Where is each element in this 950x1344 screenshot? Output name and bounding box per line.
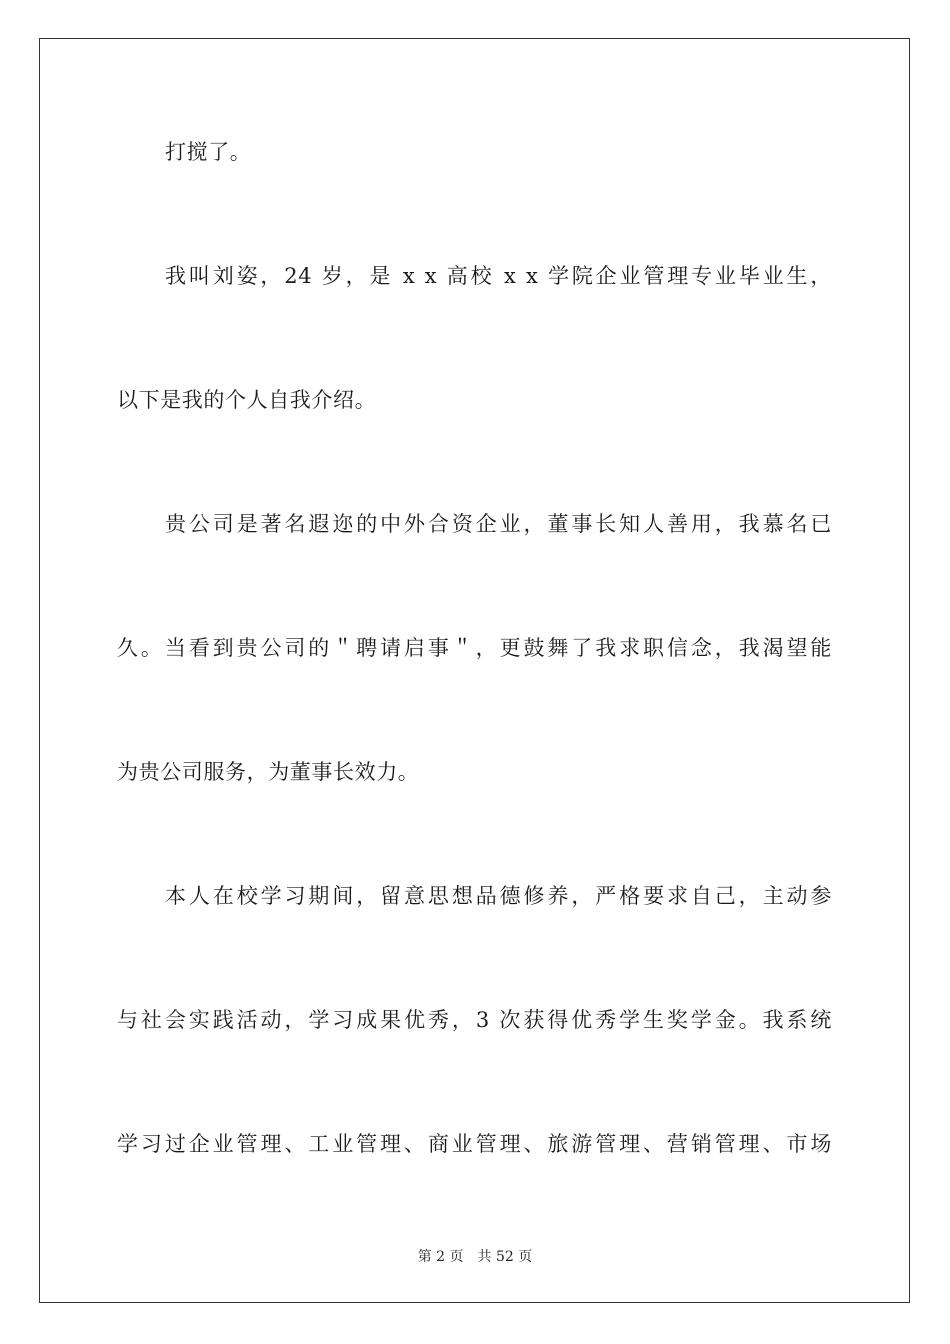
- page-number-current: 第 2 页: [417, 1249, 464, 1265]
- text-line-1: 打搅了。: [165, 140, 252, 164]
- text-line-5: 久。当看到贵公司的＂聘请启事＂，更鼓舞了我求职信念，我渴望能: [117, 636, 832, 660]
- text-line-7: 本人在校学习期间，留意思想品德修养，严格要求自己，主动参: [165, 884, 832, 908]
- text-line-2: 我叫刘姿，24 岁，是 x x 高校 x x 学院企业管理专业毕业生，: [165, 264, 832, 288]
- text-line-9: 学习过企业管理、工业管理、商业管理、旅游管理、营销管理、市场: [117, 1132, 832, 1156]
- page-number-total: 共 52 页: [477, 1249, 533, 1265]
- text-line-6: 为贵公司服务，为董事长效力。: [117, 760, 420, 784]
- text-line-3: 以下是我的个人自我介绍。: [117, 388, 377, 412]
- text-line-8: 与社会实践活动，学习成果优秀，3 次获得优秀学生奖学金。我系统: [117, 1008, 832, 1032]
- page-footer: [0, 1248, 950, 1266]
- text-line-4: 贵公司是著名遐迩的中外合资企业，董事长知人善用，我慕名已: [165, 512, 832, 536]
- page-frame: [39, 38, 910, 1303]
